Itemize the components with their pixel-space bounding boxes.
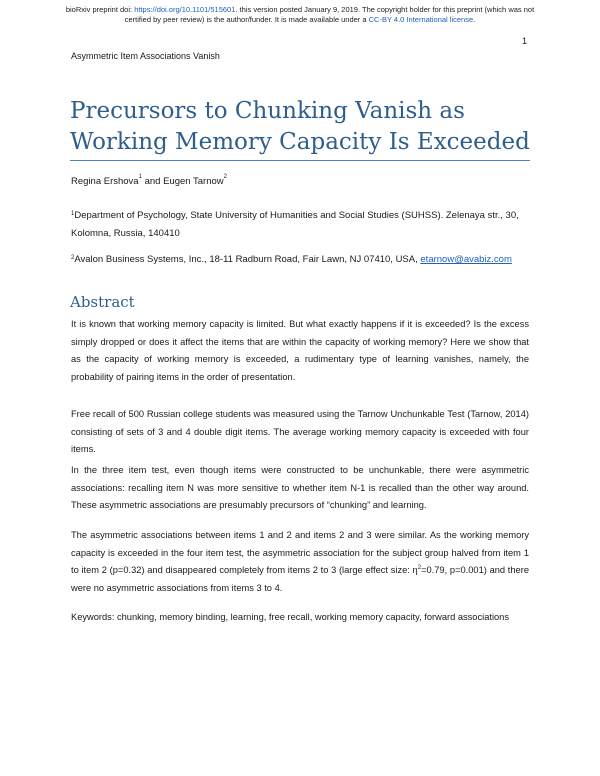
email-link[interactable]: etarnow@avabiz.com bbox=[420, 254, 512, 265]
notice-text-pre: bioRxiv preprint doi: bbox=[65, 5, 135, 14]
title-line-2: Working Memory Capacity Is Exceeded bbox=[70, 129, 530, 155]
abstract-paragraph-4 bbox=[71, 527, 529, 597]
title-rule bbox=[70, 160, 530, 161]
notice-text-pre2: certified by peer review) is the author/funder. It is made available under a bbox=[124, 15, 369, 24]
doi-link[interactable]: https://doi.org/10.1101/515601 bbox=[134, 5, 236, 14]
license-link[interactable]: CC-BY 4.0 International license bbox=[368, 15, 474, 24]
abstract-paragraph-3: In the three item test, even though items were constructed to be unchunkable, there were asymmetric associations: recalling item N was more sensitive to whether item N-1 is recalled than the other way around. These asymmetric associations are presumably precursors of “chunking” and learning. bbox=[71, 465, 529, 511]
abstract-paragraph-2: Free recall of 500 Russian college students was measured using the Tarnow Unchunkable Test (Tarnow, 2014) consisting of sets of 3 and 4 double digit items. The average working memory capacity is exceeded with four items. bbox=[71, 409, 529, 455]
title-line-1: Precursors to Chunking Vanish as bbox=[70, 98, 465, 124]
affiliation-1 bbox=[71, 207, 531, 243]
affiliation-2 bbox=[71, 251, 531, 269]
author-1-sup: 1 bbox=[138, 174, 142, 180]
author-and: and Eugen Tarnow bbox=[141, 176, 224, 187]
affiliation-1-sup: 1 bbox=[71, 211, 75, 217]
paragraph-4-pre: The asymmetric associations between items 1 and 2 and items 2 and 3 were similar. As the working memory capacity is exceeded in the four item test, the asymmetric association for the subject group halved from item 1 to item 2 (p=0.32) and disappeared completely from items 2 to 3 (large effect size: η bbox=[71, 530, 529, 576]
author-1: Regina Ershova bbox=[71, 176, 139, 187]
paper-title bbox=[70, 96, 540, 158]
preprint-notice-line1 bbox=[0, 5, 600, 15]
abstract-paragraph-1: It is known that working memory capacity is limited. But what exactly happens if it is exceeded? Is the excess simply dropped or does it affect the items that are within the capacity of working memory? Here we show that as the capacity of working memory is exceeded, a rudimentary type of learning vanishes, namely, the probability of pairing items in the order of presentation. bbox=[71, 319, 529, 382]
affiliation-2-text: Avalon Business Systems, Inc., 18-11 Radburn Road, Fair Lawn, NJ 07410, USA, bbox=[74, 254, 421, 265]
notice-text-post: . this version posted January 9, 2019. The copyright holder for this preprint (which was not bbox=[235, 5, 535, 14]
author-line bbox=[71, 176, 227, 187]
keywords: Keywords: chunking, memory binding, learning, free recall, working memory capacity, forward associations bbox=[71, 612, 510, 622]
paragraph-4-post: =0.79, p=0.001) and there were no asymmetric associations from items 3 to 4. bbox=[71, 565, 529, 593]
notice-text-post2: . bbox=[473, 15, 476, 24]
preprint-notice bbox=[0, 5, 600, 25]
page-number: 1 bbox=[521, 36, 527, 46]
author-2-sup: 2 bbox=[223, 174, 227, 180]
affiliation-1-text: Department of Psychology, State University of Humanities and Social Studies (SUHSS). Zelenaya str., 30, Kolomna, Russia, 140410 bbox=[71, 210, 519, 239]
preprint-notice-line2 bbox=[0, 15, 600, 25]
affiliation-2-sup: 2 bbox=[71, 255, 75, 261]
eta-squared-sup: 2 bbox=[417, 565, 422, 572]
abstract-heading: Abstract bbox=[70, 293, 135, 311]
running-head: Asymmetric Item Associations Vanish bbox=[71, 51, 220, 61]
